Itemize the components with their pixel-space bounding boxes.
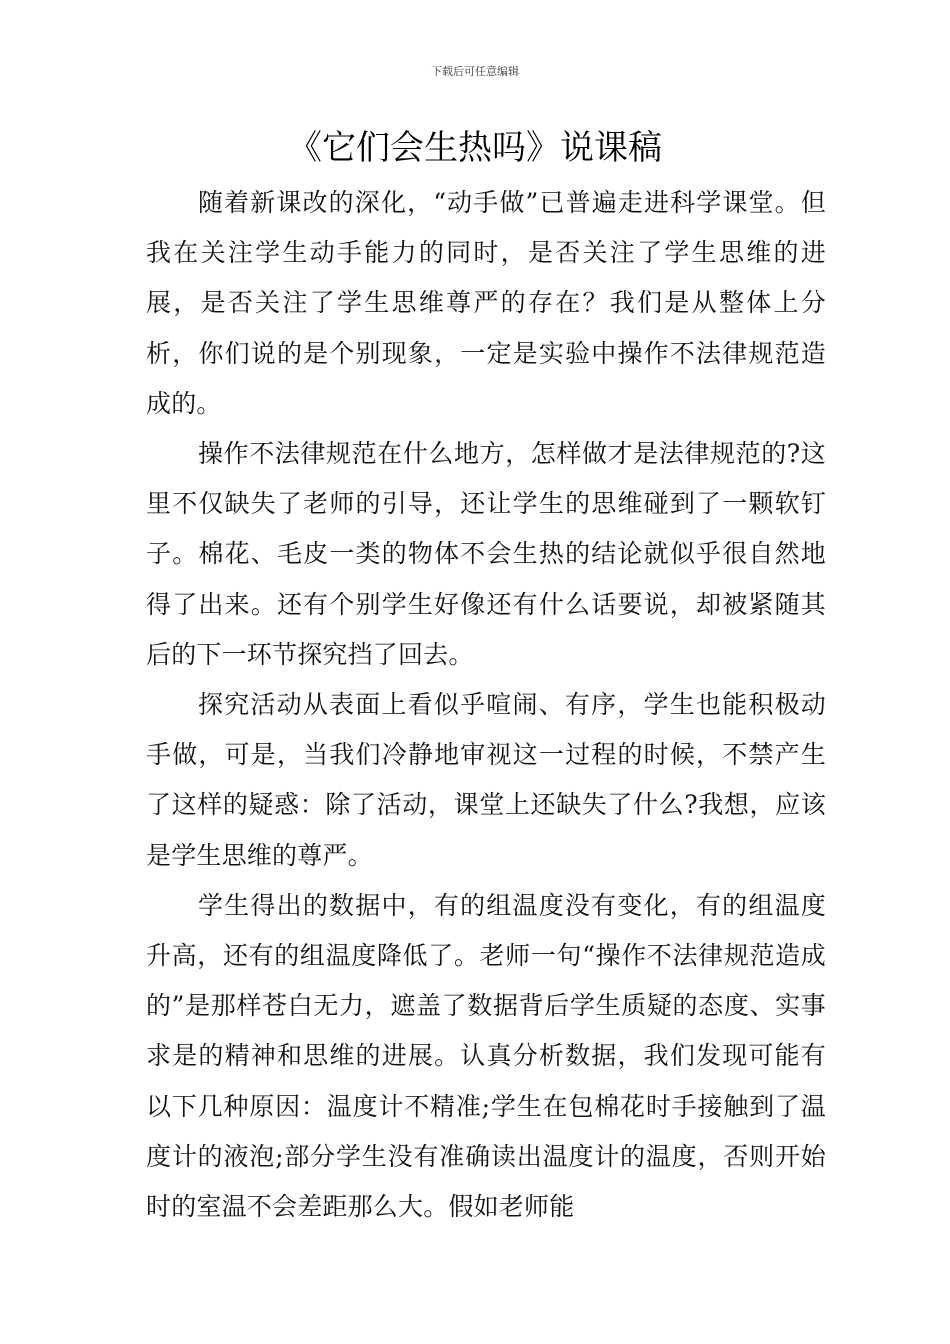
paragraph-4: 学生得出的数据中，有的组温度没有变化，有的组温度升高，还有的组温度降低了。老师一句“操作不法律规范造成的”是那样苍白无力，遮盖了数据背后学生质疑的态度、实事求是的精神和思维的进展。认真分析数据，我们发现可能有以下几种原因：温度计不精准;学生在包棉花时手接触到了温度计的液泡;部分学生没有准确读出温度计的温度，否则开始时的室温不会差距那么大。假如老师能 (146, 890, 826, 1222)
header-note: 下载后可任意编辑 (431, 65, 519, 78)
paragraph-3: 探究活动从表面上看似乎喧闹、有序，学生也能积极动手做，可是，当我们冷静地审视这一过程的时候，不禁产生了这样的疑惑：除了活动，课堂上还缺失了什么?我想，应该是学生思维的尊严。 (146, 690, 826, 870)
paragraph-2: 操作不法律规范在什么地方，怎样做才是法律规范的?这里不仅缺失了老师的引导，还让学生的思维碰到了一颗软钉子。棉花、毛皮一类的物体不会生热的结论就似乎很自然地得了出来。还有个别学生好像还有什么话要说，却被紧随其后的下一环节探究挡了回去。 (146, 439, 826, 669)
paragraph-1: 随着新课改的深化，“动手做”已普遍走进科学课堂。但我在关注学生动手能力的同时，是否关注了学生思维的进展，是否关注了学生思维尊严的存在？我们是从整体上分析，你们说的是个别现象，一定是实验中操作不法律规范造成的。 (146, 188, 826, 418)
document-body (146, 178, 826, 1232)
page-title: 《它们会生热吗》说课稿 (288, 128, 662, 168)
